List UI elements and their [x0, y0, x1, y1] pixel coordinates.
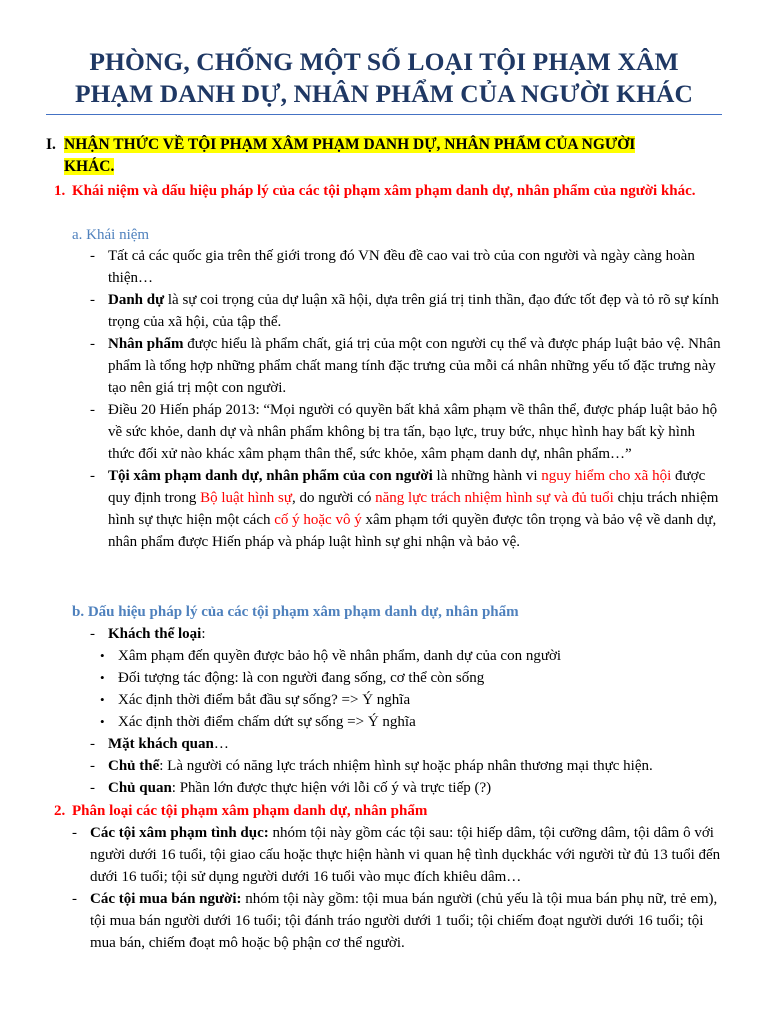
subsection-2-marker: 2.: [54, 803, 66, 819]
text-run: nhóm tội này gồm các tội sau: tội hiếp dâm, tội cưỡng dâm, tội dâm ô với người dưới 16 tuổi, tội giao cấu hoặc thực hiện hành vi quan hệ tình dụckhác với người từ đủ 13 tuổi đến dưới 16 tuổi; tội sử dụng người dưới 16 tuổi vào mục đích khiêu dâm…: [90, 825, 721, 885]
section-1-marker: I.: [46, 136, 56, 153]
bullet-marker: •: [100, 714, 105, 729]
subsection-1-marker: 1.: [54, 183, 66, 199]
text-run: : Là người có năng lực trách nhiệm hình sự hoặc pháp nhân thương mại thực hiện.: [159, 758, 653, 774]
list-item-text: là sự coi trọng của dự luận xã hội, dựa trên giá trị tinh thần, đạo đức tốt đẹp và tỏ rõ sự kính trọng của xã hội, của tập thể.: [108, 292, 719, 330]
dash-marker: -: [90, 248, 95, 264]
page-title: [20, 46, 748, 110]
bullet-item: [100, 645, 724, 667]
dash-marker: -: [90, 626, 95, 642]
list-item: [90, 733, 724, 755]
dash-marker: -: [90, 758, 95, 774]
definitions-list: [90, 245, 724, 553]
term-label: Danh dự: [108, 292, 165, 308]
legal-signs-list: [90, 623, 724, 799]
subsection-1-heading: [54, 180, 724, 202]
highlight-red: nguy hiểm cho xã hội: [541, 468, 672, 484]
list-item: [90, 777, 724, 799]
term-label: Tội xâm phạm danh dự, nhân phẩm của con người: [108, 468, 433, 484]
bullet-marker: •: [100, 692, 105, 707]
list-item-text: được hiểu là phẩm chất, giá trị của một con người cụ thể và được pháp luật bảo vệ. Nhân phẩm là tổng hợp những phẩm chất mang tính đặc trưng của mỗi cá nhân những yếu tố đặc trưng này tạo nên giá trị một con người.: [108, 336, 721, 396]
text-run: được quy định trong: [108, 468, 706, 506]
list-item-text: Tất cả các quốc gia trên thế giới trong đó VN đều đề cao vai trò của con người và ngày càng hoàn thiện…: [108, 248, 695, 286]
title-divider: [46, 114, 722, 115]
section-1-heading-line-2: KHÁC.: [64, 158, 115, 175]
dash-marker: -: [90, 780, 95, 796]
list-item: [90, 333, 724, 399]
highlight-red: cố ý hoặc vô ý: [274, 512, 362, 528]
text-run: : Phần lớn được thực hiện với lỗi cố ý và trực tiếp (?): [171, 780, 492, 796]
bullet-text: Xâm phạm đến quyền được bảo hộ về nhân phẩm, danh dự của con người: [118, 648, 562, 664]
classification-list: [72, 822, 724, 954]
list-item: [90, 245, 724, 289]
subsection-2-heading-text: Phân loại các tội phạm xâm phạm danh dự, nhân phẩm: [72, 803, 428, 819]
bullet-marker: •: [100, 648, 105, 663]
text-run: là những hành vi: [432, 468, 542, 484]
text-run: , do người có: [291, 490, 376, 506]
crime-definition-item: [90, 465, 724, 553]
subsection-1b-heading-text: Dấu hiệu pháp lý của các tội phạm xâm phạm danh dự, nhân phẩm: [87, 604, 519, 620]
text-run: :: [201, 626, 206, 642]
bullet-text: Đối tượng tác động: là con người đang sống, cơ thể còn sống: [118, 670, 485, 686]
section-1-heading: [46, 134, 726, 178]
term-label: Khách thể loại: [108, 626, 202, 642]
bullet-text: Xác định thời điểm bắt đầu sự sống? => Ý nghĩa: [118, 692, 411, 708]
list-item: [90, 623, 724, 645]
highlight-red: năng lực trách nhiệm hình sự và đủ tuổi: [375, 490, 614, 506]
dash-marker: -: [90, 292, 95, 308]
term-label: Mặt khách quan: [108, 736, 214, 752]
list-item: [72, 888, 724, 954]
list-item: [90, 755, 724, 777]
bullet-item: [100, 667, 724, 689]
title-line-1: PHÒNG, CHỐNG MỘT SỐ LOẠI TỘI PHẠM XÂM: [89, 47, 679, 76]
subsection-1b-marker: b.: [72, 604, 85, 620]
dash-marker: -: [90, 736, 95, 752]
dash-marker: -: [72, 891, 77, 907]
list-item: [90, 289, 724, 333]
dash-marker: -: [90, 402, 95, 418]
bullet-item: [100, 689, 724, 711]
subsection-1a-marker: a.: [72, 227, 83, 243]
term-label: Nhân phẩm: [108, 336, 184, 352]
subsection-1a-heading-text: Khái niệm: [86, 227, 150, 243]
bullet-item: [100, 711, 724, 733]
dash-marker: -: [72, 825, 77, 841]
subsection-1b-heading: [72, 601, 732, 623]
term-label: Các tội mua bán người:: [90, 891, 242, 907]
text-run: xâm phạm tới quyền được tôn trọng và bảo vệ về danh dự, nhân phẩm được Hiến pháp và pháp luật hình sự ghi nhận và bảo vệ.: [108, 512, 717, 550]
text-run: chịu trách nhiệm hình sự thực hiện một cách: [108, 490, 719, 528]
subsection-1a-heading: [72, 224, 672, 246]
term-label: Chủ thể: [108, 758, 160, 774]
object-bullets: [100, 645, 724, 733]
title-line-2: PHẠM DANH DỰ, NHÂN PHẨM CỦA NGƯỜI KHÁC: [74, 79, 694, 108]
dash-marker: -: [90, 468, 95, 484]
subsection-2-heading: [54, 800, 724, 822]
term-label: Chủ quan: [108, 780, 172, 796]
text-run: nhóm tội này gồm: tội mua bán người (chủ yếu là tội mua bán phụ nữ, trẻ em), tội mua bán người dưới 16 tuổi; tội đánh tráo người dưới 1 tuổi; tội chiếm đoạt người dưới 16 tuổi; tội mua bán, chiếm đoạt mô hoặc bộ phận cơ thể người.: [90, 891, 718, 951]
dash-marker: -: [90, 336, 95, 352]
list-item: [90, 399, 724, 465]
highlight-red: Bộ luật hình sự: [200, 490, 292, 506]
list-item-text: Điều 20 Hiến pháp 2013: “Mọi người có quyền bất khả xâm phạm về thân thể, được pháp luật bảo hộ về sức khỏe, danh dự và nhân phẩm không bị tra tấn, bạo lực, truy bức, nhục hình hay bất kỳ hình thức đối xử nào khác xâm phạm thân thể, sức khỏe, xâm phạm danh dự, nhân phẩm…”: [108, 402, 718, 462]
list-item: [72, 822, 724, 888]
bullet-text: Xác định thời điểm chấm dứt sự sống => Ý nghĩa: [118, 714, 416, 730]
bullet-marker: •: [100, 670, 105, 685]
subsection-1-heading-text: Khái niệm và dấu hiệu pháp lý của các tội phạm xâm phạm danh dự, nhân phẩm của người khác.: [72, 183, 696, 199]
term-label: Các tội xâm phạm tình dục:: [90, 825, 269, 841]
text-run: …: [213, 736, 229, 752]
section-1-heading-line-1: NHẬN THỨC VỀ TỘI PHẠM XÂM PHẠM DANH DỰ, NHÂN PHẨM CỦA NGƯỜI: [64, 136, 636, 153]
